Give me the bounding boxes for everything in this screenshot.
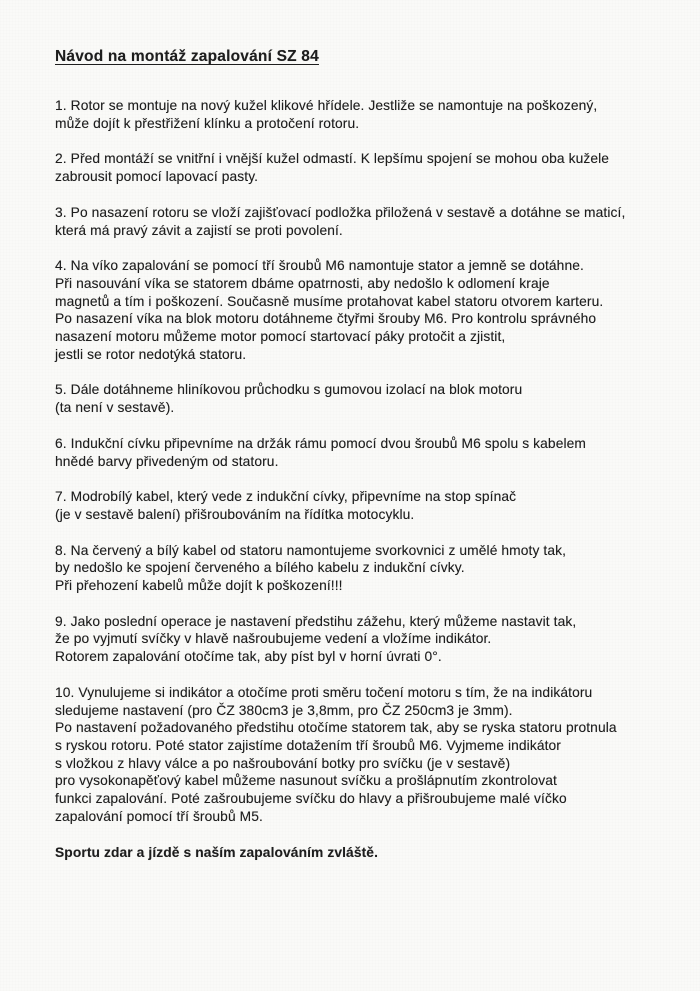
text-line: s ryskou rotoru. Poté stator zajistíme dotažením tří šroubů M6. Vyjmeme indikátor: [55, 737, 561, 753]
text-line: Po nastavení požadovaného předstihu otočíme statorem tak, aby se ryska statoru protnula: [55, 720, 617, 736]
text-line: funkci zapalování. Poté zašroubujeme svíčku do hlavy a přišroubujeme malé víčko: [55, 791, 567, 807]
paragraph-5: [55, 381, 655, 416]
text-line: Po nasazení víka na blok motoru dotáhneme čtyřmi šrouby M6. Pro kontrolu správného: [55, 311, 597, 327]
text-line: 5. Dále dotáhneme hliníkovou průchodku s gumovou izolací na blok motoru: [55, 382, 523, 398]
text-line: (ta není v sestavě).: [55, 400, 175, 416]
text-line: 1. Rotor se montuje na nový kužel klikové hřídele. Jestliže se namontuje na poškozený,: [55, 98, 598, 113]
text-line: 2. Před montáží se vnitřní i vnější kužel odmastí. K lepšímu spojení se mohou oba kužele: [55, 151, 610, 167]
text-line: 8. Na červený a bílý kabel od statoru namontujeme svorkovnici z umělé hmoty tak,: [55, 542, 567, 558]
text-line: zabrousit pomocí lapovací pasty.: [55, 169, 259, 185]
text-line: nasazení motoru můžeme motor pomocí startovací páky protočit a zjistit,: [55, 329, 506, 345]
text-line: 6. Indukční cívku připevníme na držák rámu pomocí dvou šroubů M6 spolu s kabelem: [55, 435, 587, 451]
text-line: 7. Modrobílý kabel, který vede z indukční cívky, připevníme na stop spínač: [55, 489, 517, 505]
text-line: jestli se rotor nedotýká statoru.: [55, 346, 247, 362]
closing-line: Sportu zdar a jízdě s naším zapalováním zvláště.: [55, 844, 378, 860]
paragraph-4: [55, 257, 655, 363]
paragraph-10: [55, 684, 655, 826]
paragraph-1: [55, 97, 655, 132]
text-line: hnědé barvy přivedeným od statoru.: [55, 453, 279, 469]
paragraph-6: [55, 435, 655, 470]
text-line: která má pravý závit a zajistí se proti povolení.: [55, 222, 343, 238]
text-line: sledujeme nastavení (pro ČZ 380cm3 je 3,8mm, pro ČZ 250cm3 je 3mm).: [55, 702, 513, 718]
document-title: Návod na montáž zapalování SZ 84: [55, 48, 319, 65]
paragraph-7: [55, 488, 655, 523]
text-line: magnetů a tím i poškození. Současně musíme protahovat kabel statoru otvorem karteru.: [55, 293, 604, 309]
text-line: (je v sestavě balení) přišroubováním na řídítka motocyklu.: [55, 506, 415, 522]
paragraph-2: [55, 150, 655, 185]
paragraph-3: [55, 204, 655, 239]
text-line: by nedošlo ke spojení červeného a bílého kabelu z indukční cívky.: [55, 560, 465, 576]
text-line: pro vysokonapěťový kabel můžeme nasunout svíčku a prošlápnutím zkontrolovat: [55, 773, 557, 789]
text-line: 3. Po nasazení rotoru se vloží zajišťovací podložka přiložená v sestavě a dotáhne se maticí,: [55, 204, 626, 220]
text-line: 4. Na víko zapalování se pomocí tří šroubů M6 namontuje stator a jemně se dotáhne.: [55, 258, 584, 274]
text-line: zapalování pomocí tří šroubů M5.: [55, 808, 263, 824]
text-line: s vložkou z hlavy válce a po našroubování botky pro svíčku (je v sestavě): [55, 755, 511, 771]
text-line: 10. Vynulujeme si indikátor a otočíme proti směru točení motoru s tím, že na indikátoru: [55, 684, 593, 700]
text-line: 9. Jako poslední operace je nastavení předstihu zážehu, který můžeme nastavit tak,: [55, 613, 577, 629]
text-line: Rotorem zapalování otočíme tak, aby píst byl v horní úvrati 0°.: [55, 649, 442, 665]
paragraph-8: [55, 542, 655, 595]
paragraph-9: [55, 613, 655, 666]
text-line: může dojít k přestřižení klínku a protočení rotoru.: [55, 115, 360, 131]
text-line: že po vyjmutí svíčky v hlavě našroubujeme vedení a vložíme indikátor.: [55, 631, 492, 647]
document-content: [55, 48, 655, 861]
text-line: Při nasouvání víka se statorem dbáme opatrnosti, aby nedošlo k odlomení kraje: [55, 275, 550, 291]
text-line: Při přehození kabelů může dojít k poškození!!!: [55, 578, 343, 594]
